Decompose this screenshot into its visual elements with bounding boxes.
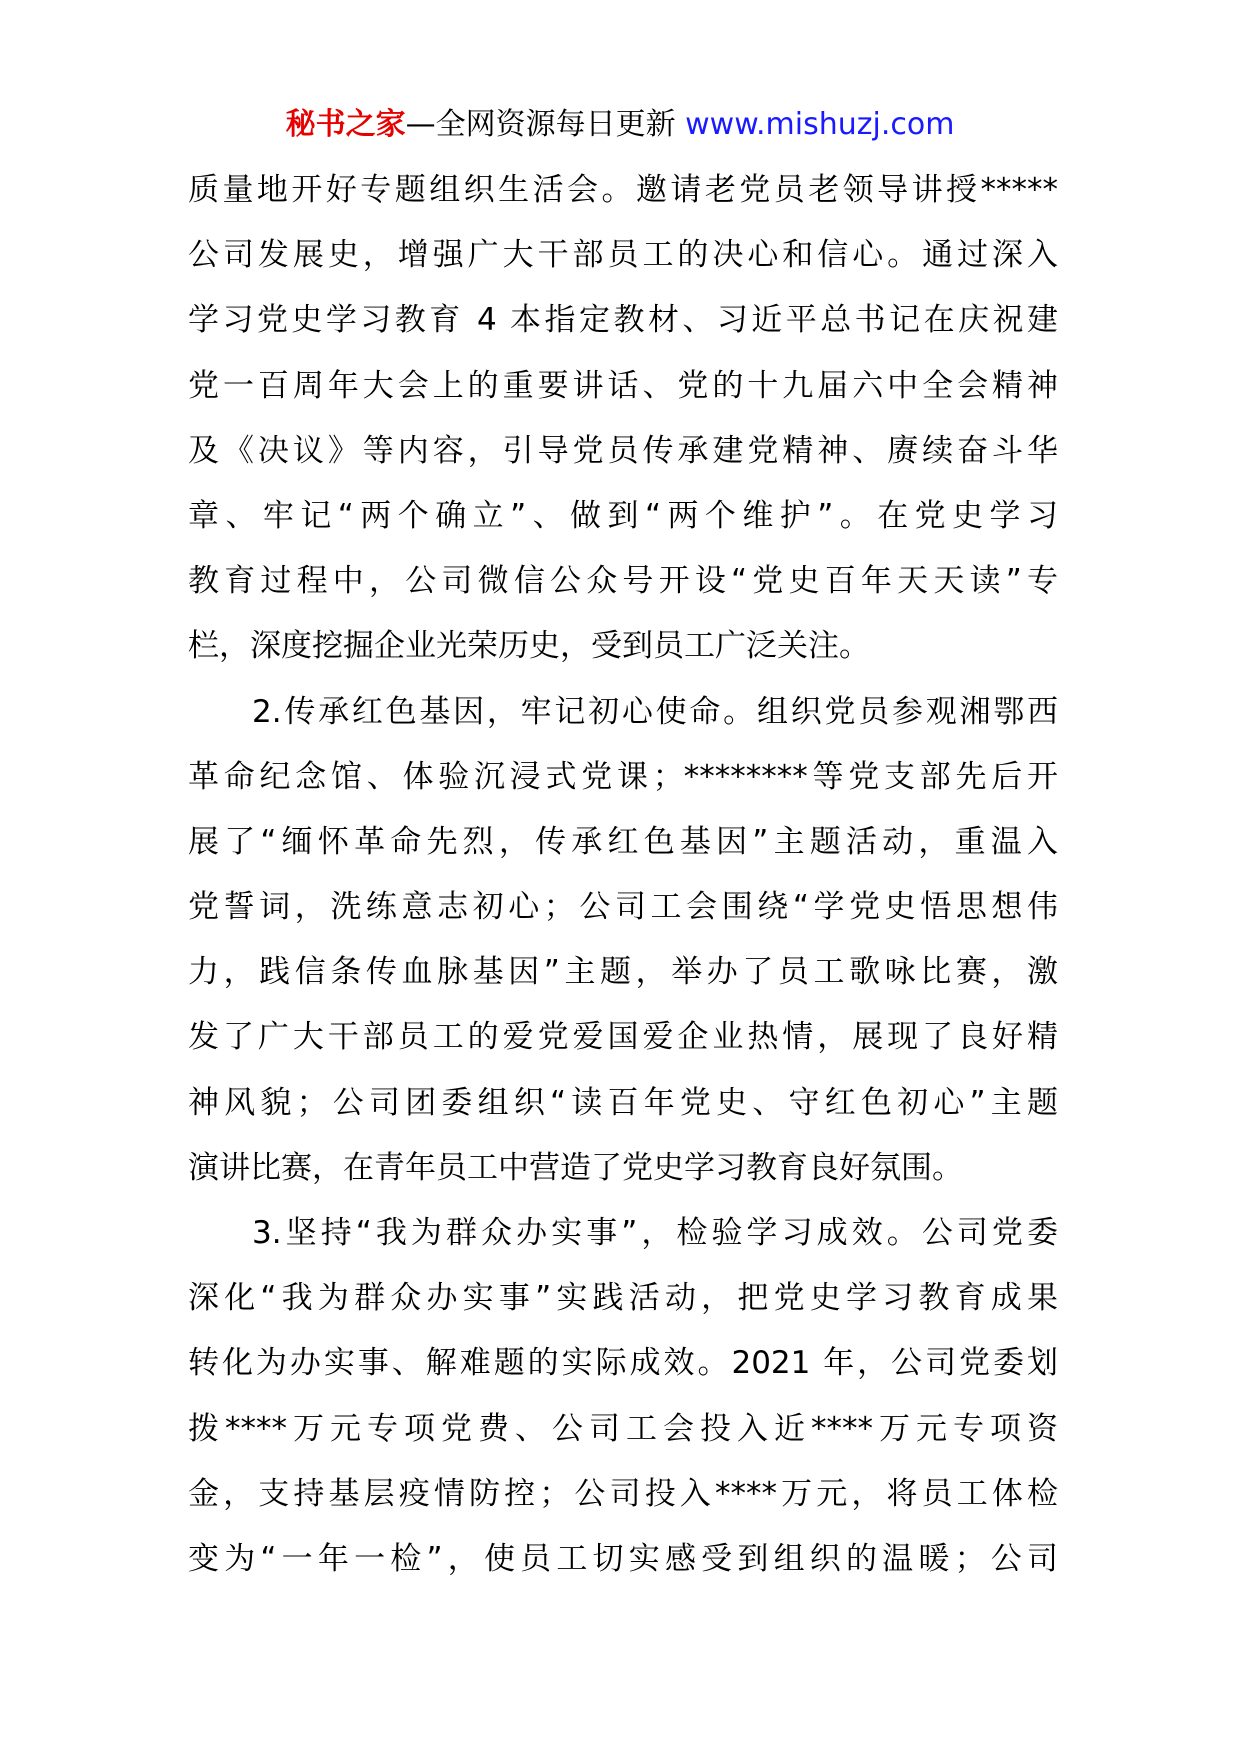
text-line: 转化为办实事、解难题的实际成效。2021 年，公司党委划: [188, 1345, 1058, 1382]
text-line: 教育过程中，公司微信公众号开设“党史百年天天读”专: [188, 563, 1058, 600]
paragraph-last-line: 演讲比赛，在青年员工中营造了党史学习教育良好氛围。: [188, 1149, 963, 1186]
text-line: 变为“一年一检”，使员工切实感受到组织的温暖；公司: [188, 1540, 1058, 1577]
text-line: 金，支持基层疫情防控；公司投入****万元，将员工体检: [188, 1475, 1058, 1512]
text-line: 党誓词，洗练意志初心；公司工会围绕“学党史悟思想伟: [188, 889, 1058, 926]
text-line: 章、牢记“两个确立”、做到“两个维护”。在党史学习: [188, 497, 1058, 534]
text-line: 党一百周年大会上的重要讲话、党的十九届六中全会精神: [188, 367, 1058, 404]
text-line: 神风貌；公司团委组织“读百年党史、守红色初心”主题: [188, 1084, 1058, 1121]
brand-name: 秘书之家: [285, 107, 406, 142]
text-line: 力，践信条传血脉基因”主题，举办了员工歌咏比赛，激: [188, 954, 1058, 991]
text-line: 革命纪念馆、体验沉浸式党课；********等党支部先后开: [188, 758, 1058, 795]
text-line: 拨****万元专项党费、公司工会投入近****万元专项资: [188, 1410, 1058, 1447]
text-line: 及《决议》等内容，引导党员传承建党精神、赓续奋斗华: [188, 432, 1058, 469]
text-line: 深化“我为群众办实事”实践活动，把党史学习教育成果: [188, 1280, 1058, 1317]
paragraph-heading-line: 2.传承红色基因，牢记初心使命。组织党员参观湘鄂西: [252, 693, 1058, 730]
site-url-link[interactable]: www.mishuzj.com: [685, 107, 955, 142]
header-tagline: —全网资源每日更新: [405, 107, 686, 142]
text-line: 展了“缅怀革命先烈，传承红色基因”主题活动，重温入: [188, 823, 1058, 860]
page-header: [0, 100, 1240, 150]
text-line: 质量地开好专题组织生活会。邀请老党员老领导讲授*****: [188, 172, 1058, 208]
text-line: 发了广大干部员工的爱党爱国爱企业热情，展现了良好精: [188, 1019, 1058, 1056]
body-text: [188, 158, 1058, 1592]
paragraph-heading-line: 3.坚持“我为群众办实事”，检验学习成效。公司党委: [252, 1215, 1058, 1251]
text-line: 公司发展史，增强广大干部员工的决心和信心。通过深入: [188, 237, 1058, 274]
text-line: 学习党史学习教育 4 本指定教材、习近平总书记在庆祝建: [188, 302, 1058, 339]
paragraph-last-line: 栏，深度挖掘企业光荣历史，受到员工广泛关注。: [188, 628, 870, 665]
